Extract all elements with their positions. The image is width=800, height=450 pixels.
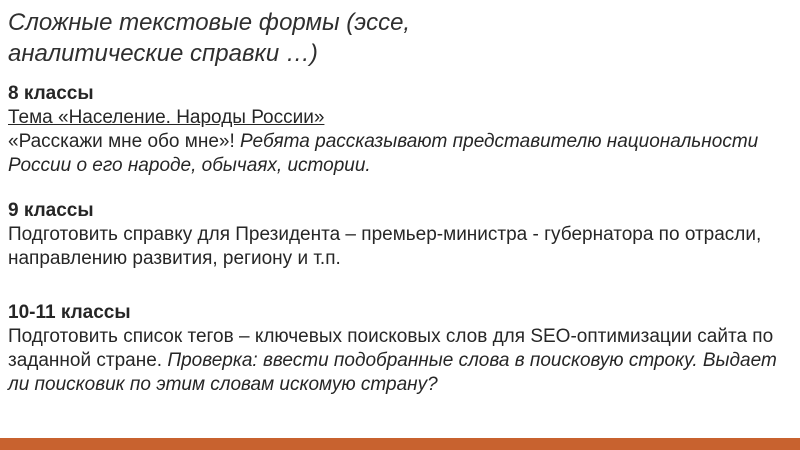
grade-10-11-heading: 10-11 классы (8, 302, 131, 323)
grade-10-11-text: Подготовить список тегов – ключевых поисковых слов для SEO-оптимизации сайта по заданной стране. (8, 326, 774, 371)
grade-8-task-description: Ребята рассказывают представителю национальности России о его народе, обычаях, истории. (8, 131, 759, 176)
slide-title: Сложные текстовые формы (эссе, аналитические справки …) (8, 9, 411, 67)
grade-10-11-check: Проверка: ввести подобранные слова в поисковую строку. Выдает ли поисковик по этим словам искомую страну? (8, 350, 777, 395)
grade-8-topic: Тема «Население. Народы России» (8, 107, 325, 128)
grade-10-11-task (8, 325, 793, 397)
grade-8-task (8, 130, 788, 178)
grade-10-11-section (8, 301, 793, 397)
grade-8-task-quote: «Расскажи мне обо мне»! (8, 131, 235, 152)
grade-8-heading: 8 классы (8, 83, 94, 104)
accent-bar (0, 438, 800, 450)
grade-9-heading: 9 классы (8, 200, 94, 221)
grade-9-text: Подготовить справку для Президента – премьер-министра - губернатора по отрасли, направлению развития, региону и т.п. (8, 224, 762, 269)
grade-9-section (8, 199, 788, 271)
grade-8-section (8, 82, 788, 178)
